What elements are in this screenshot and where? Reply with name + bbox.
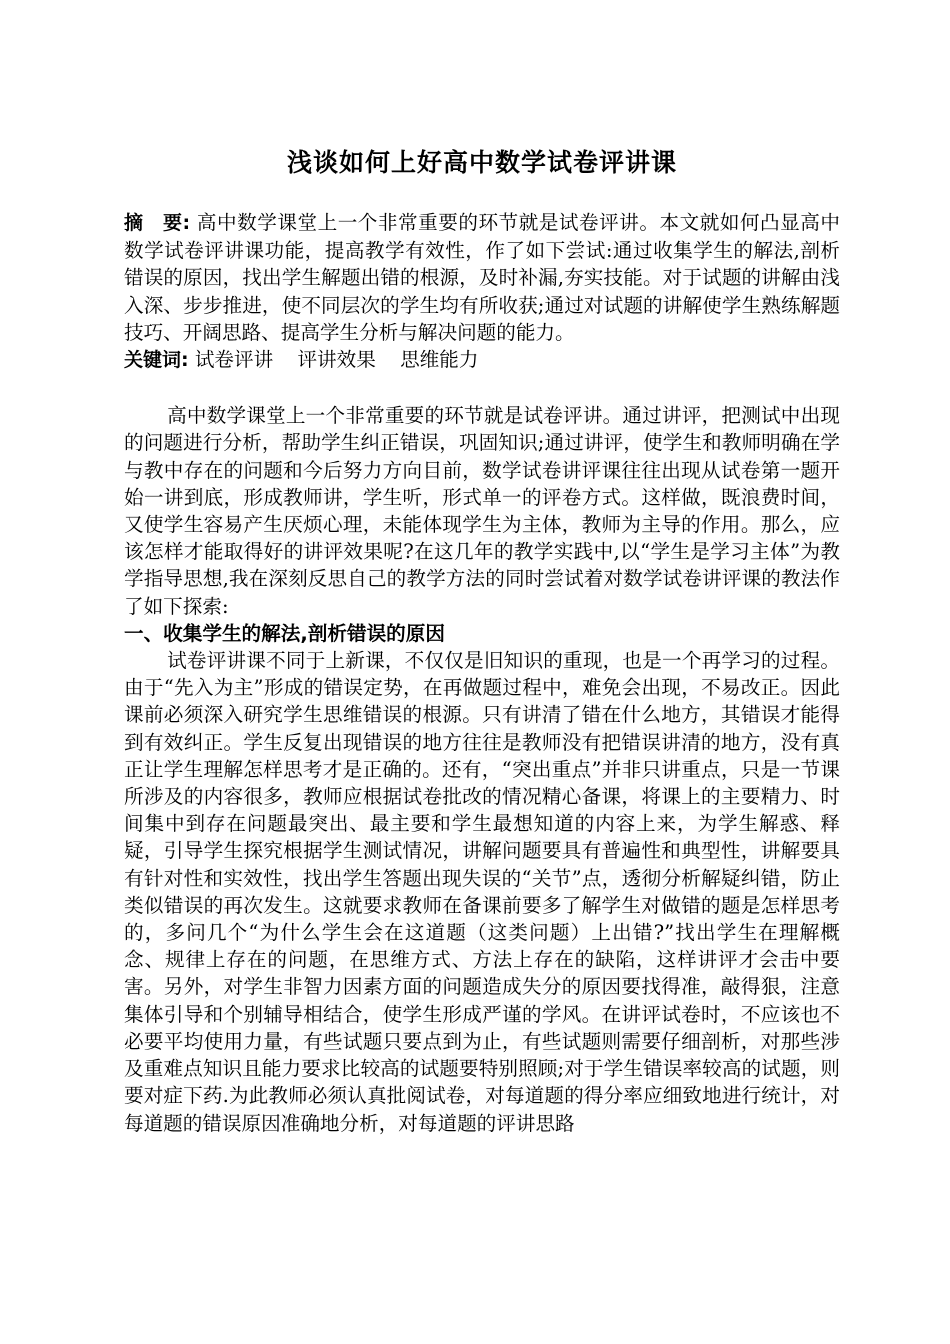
keywords-line — [124, 346, 840, 374]
section-paragraph: 试卷评讲课不同于上新课，不仅仅是旧知识的重现，也是一个再学习的过程。由于“先入为主”形成的错误定势，在再做题过程中，难免会出现，不易改正。因此课前必须深入研究学生思维错误的根源。只有讲清了错在什么地方，其错误才能得到有效纠正。学生反复出现错误的地方往往是教师没有把错误讲清的地方，没有真正让学生理解怎样思考才是正确的。还有，“突出重点”并非只讲重点，只是一节课所涉及的内容很多，教师应根据试卷批改的情况精心备课，将课上的主要精力、时间集中到存在问题最突出、最主要和学生最想知道的内容上来，为学生解惑、释疑，引导学生探究根据学生测试情况，讲解问题要具有普遍性和典型性，讲解要具有针对性和实效性，找出学生答题出现失误的“关节”点，透彻分析解疑纠错，防止类似错误的再次发生。这就要求教师在备课前要多了解学生对做错的题是怎样思考的，多问几个“为什么学生会在这道题（这类问题）上出错?”找出学生在理解概念、规律上存在的问题，在思维方式、方法上存在的缺陷，这样讲评才会击中要害。另外，对学生非智力因素方面的问题造成失分的原因要找得准，敲得狠，注意集体引导和个别辅导相结合，使学生形成严谨的学风。在讲评试卷时，不应该也不必要平均使用力量，有些试题只要点到为止，有些试题则需要仔细剖析，对那些涉及重难点知识且能力要求比较高的试题要特别照顾;对于学生错误率较高的试题，则要对症下药.为此教师必须认真批阅试卷，对每道题的得分率应细致地进行统计，对每道题的错误原因准确地分析，对每道题的评讲思路 — [124, 649, 840, 1135]
keyword-item: 思维能力 — [400, 348, 479, 372]
abstract-block — [124, 209, 840, 346]
abstract-label: 摘 要: — [124, 212, 191, 234]
section-heading: 一、收集学生的解法,剖析错误的原因 — [124, 621, 445, 645]
keyword-item: 试卷评讲 — [194, 348, 274, 372]
document-title: 浅谈如何上好高中数学试卷评讲课 — [286, 148, 677, 177]
document-page — [124, 145, 840, 1137]
abstract-text: 高中数学课堂上一个非常重要的环节就是试卷评讲。本文就如何凸显高中数学试卷评讲课功能，提高教学有效性，作了如下尝试:通过收集学生的解法,剖析错误的原因，找出学生解题出错的根源，及时补漏,夯实技能。对于试题的讲解由浅入深、步步推进，使不同层次的学生均有所收获;通过对试题的讲解使学生熟练解题技巧、开阔思路、提高学生分析与解决问题的能力。 — [124, 211, 840, 344]
intro-paragraph: 高中数学课堂上一个非常重要的环节就是试卷评讲。通过讲评，把测试中出现的问题进行分析，帮助学生纠正错误，巩固知识;通过讲评，使学生和教师明确在学与教中存在的问题和今后努力方向目前，数学试卷讲评课往往出现从试卷第一题开始一讲到底，形成教师讲，学生听，形式单一的评卷方式。这样做，既浪费时间，又使学生容易产生厌烦心理，未能体现学生为主体，教师为主导的作用。那么，应该怎样才能取得好的讲评效果呢?在这几年的教学实践中,以“学生是学习主体”为教学指导思想,我在深刻反思自己的教学方法的同时尝试着对数学试卷讲评课的教法作了如下探索: — [124, 404, 840, 618]
keyword-item: 评讲效果 — [297, 348, 376, 372]
keywords-label: 关键词: — [124, 349, 189, 372]
